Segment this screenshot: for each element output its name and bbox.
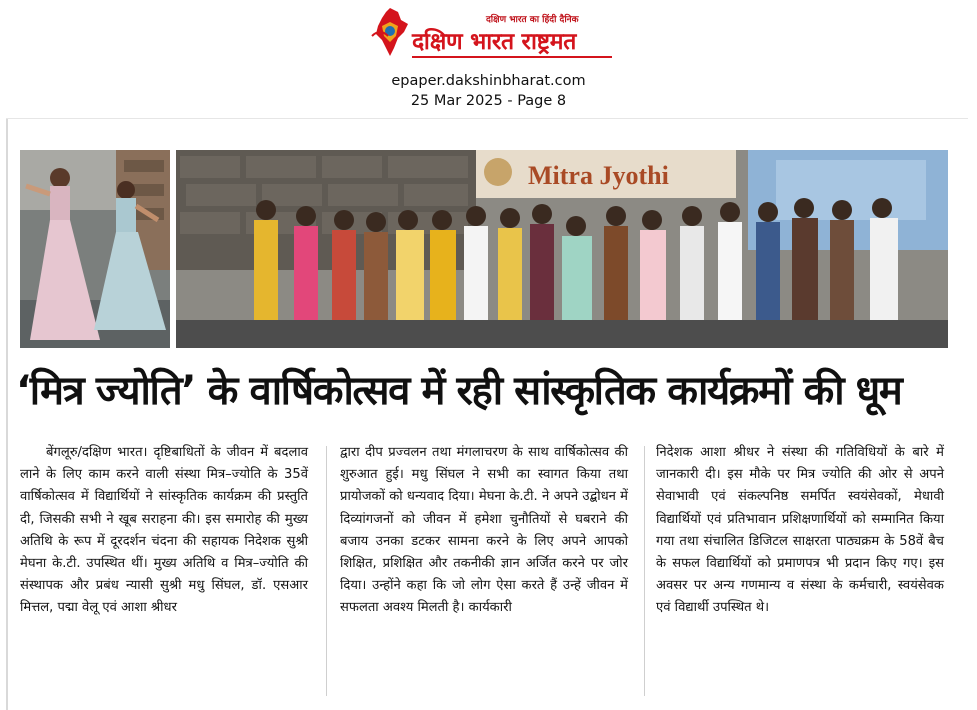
article-column-2: द्वारा दीप प्रज्वलन तथा मंगलाचरण के साथ वार्षिकोत्सव की शुरुआत हुई। मधु सिंघल ने सभी का स्वागत किया तथा प्रायोजकों को धन्यवाद दिया। मेघना के.टी. ने अपने उद्बोधन में दिव्यांगजनों को जीवन में हमेशा चुनौतियों से घबराने की बजाय उनका डटकर सामना करने के लिए अपने आपको शिक्षित, प्रशिक्षित और तकनीकी ज्ञान अर्जित करने पर जोर दिया। उन्होंने कहा कि जो लोग ऐसा करते हैं उन्हें जीवन में सफलता अवश्य मिलती है। कार्यकारी	[340, 445, 628, 616]
article-column-1: बेंगलूरु/दक्षिण भारत। दृष्टिबाधितों के जीवन में बदलाव लाने के लिए काम करने वाली संस्था मित्र–ज्योति के 35वें वार्षिकोत्सव में विद्यार्थियों ने सांस्कृतिक कार्यक्रम की प्रस्तुति दी, जिसकी सभी ने खूब सराहना की। इस समारोह की मुख्य अतिथि के रूप में दूरदर्शन चंदना की सहायक निदेशक सुश्री मेघना के.टी. उपस्थित थीं। मुख्य अतिथि व मित्र–ज्योति की संस्थापक और प्रबंध न्यासी सुश्री मधु सिंघल, डॉ. एसआर मित्तल, पद्मा वेलू एवं आशा श्रीधर	[20, 445, 308, 616]
article-headline: ‘मित्र ज्योति’ के वार्षिकोत्सव में रही सांस्कृतिक कार्यक्रमों की धूम	[16, 368, 902, 414]
india-map-logo-icon	[368, 6, 414, 58]
banner-text: Mitra Jyothi	[528, 161, 669, 190]
photo-group	[176, 150, 948, 348]
clipping-border-left	[6, 118, 8, 710]
masthead-name: दक्षिण भारत राष्ट्रमत	[412, 29, 577, 55]
dateline: 25 Mar 2025 - Page 8	[410, 93, 567, 109]
source-url: epaper.dakshinbharat.com	[391, 73, 586, 89]
column-divider	[644, 446, 645, 696]
masthead-underline	[412, 56, 612, 58]
photo-dancers	[20, 150, 170, 348]
column-divider	[326, 446, 327, 696]
article-column-3: निदेशक आशा श्रीधर ने संस्था की गतिविधियों के बारे में जानकारी दी। इस मौके पर मित्र ज्योति की ओर से अपने सेवाभावी एवं संकल्पनिष्ठ समर्पित स्वयंसेवकों, मेधावी विद्यार्थियों एवं प्रतिभावान प्रशिक्षणार्थियों को सम्मानित किया गया तथा संचालित डिजिटल साक्षरता पाठ्यक्रम के 58वें बैच के सफल विद्यार्थियों को प्रमाणपत्र भी प्रदान किए गए। इस अवसर पर अन्य गणमान्य व संस्था के कर्मचारी, स्वयंसेवक एवं विद्यार्थी उपस्थित थे।	[656, 445, 944, 616]
masthead-tagline: दक्षिण भारत का हिंदी दैनिक	[486, 15, 579, 25]
clipping-border-top	[6, 118, 968, 119]
masthead-logo	[368, 4, 618, 60]
